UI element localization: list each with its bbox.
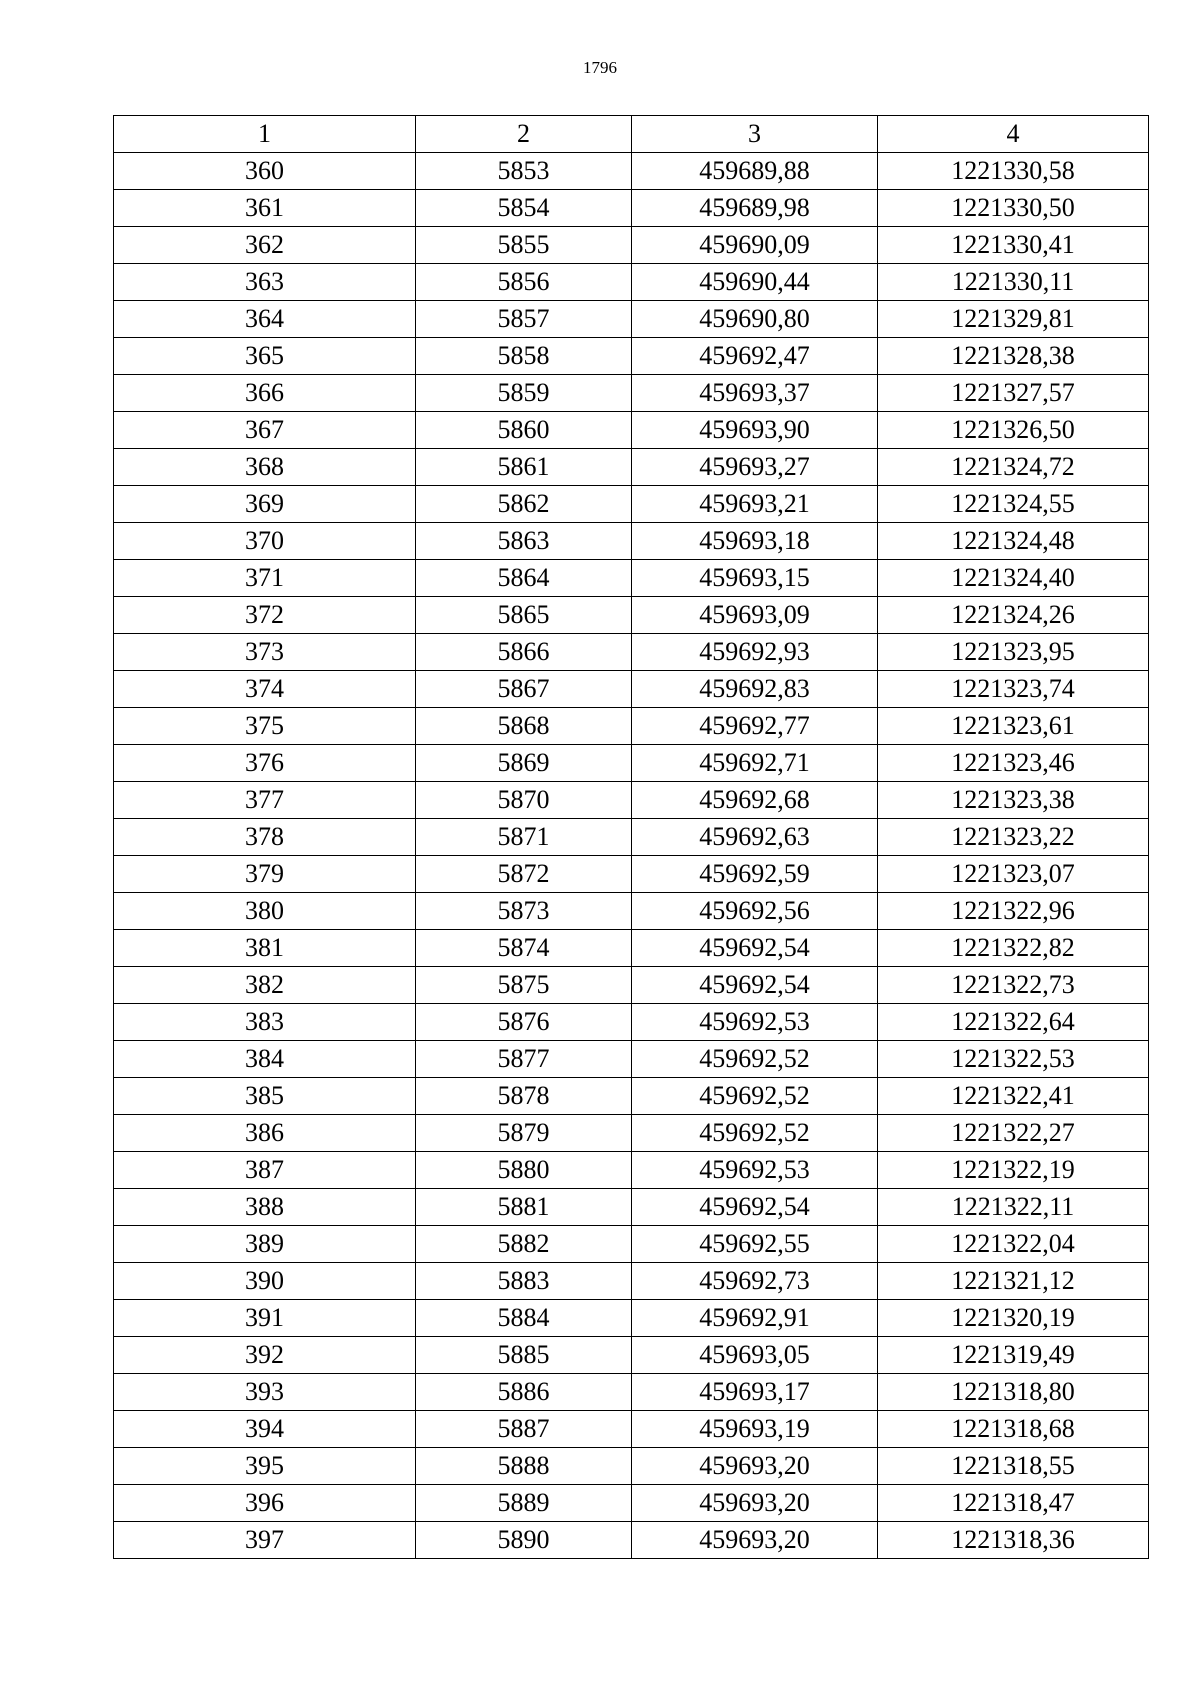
table-cell: 5873: [416, 893, 632, 930]
table-row: [114, 153, 1149, 190]
table-cell: 382: [114, 967, 416, 1004]
table-cell: 393: [114, 1374, 416, 1411]
table-cell: 5863: [416, 523, 632, 560]
table-cell: 1221323,46: [878, 745, 1149, 782]
table-cell: 1221318,55: [878, 1448, 1149, 1485]
table-cell: 380: [114, 893, 416, 930]
table-cell: 1221324,48: [878, 523, 1149, 560]
table-row: [114, 1189, 1149, 1226]
table-cell: 363: [114, 264, 416, 301]
table-cell: 376: [114, 745, 416, 782]
table-cell: 392: [114, 1337, 416, 1374]
table-cell: 368: [114, 449, 416, 486]
table-cell: 5883: [416, 1263, 632, 1300]
table-cell: 391: [114, 1300, 416, 1337]
table-row: [114, 671, 1149, 708]
table-cell: 459692,52: [632, 1078, 878, 1115]
table-cell: 1221328,38: [878, 338, 1149, 375]
page-number: 1796: [583, 58, 617, 77]
table-cell: 459692,52: [632, 1041, 878, 1078]
table-cell: 5889: [416, 1485, 632, 1522]
table-cell: 1221323,61: [878, 708, 1149, 745]
table-cell: 5886: [416, 1374, 632, 1411]
table-cell: 5859: [416, 375, 632, 412]
table-cell: 360: [114, 153, 416, 190]
table-cell: 459693,90: [632, 412, 878, 449]
table-cell: 1221323,38: [878, 782, 1149, 819]
table-cell: 379: [114, 856, 416, 893]
table-cell: 1221323,22: [878, 819, 1149, 856]
table-row: [114, 1522, 1149, 1559]
table-cell: 459690,44: [632, 264, 878, 301]
table-cell: 459692,54: [632, 967, 878, 1004]
table-cell: 5853: [416, 153, 632, 190]
table-cell: 1221324,40: [878, 560, 1149, 597]
table-cell: 459690,09: [632, 227, 878, 264]
table-cell: 1221322,64: [878, 1004, 1149, 1041]
table-cell: 1221322,96: [878, 893, 1149, 930]
table-cell: 389: [114, 1226, 416, 1263]
table-cell: 5862: [416, 486, 632, 523]
table-cell: 459692,55: [632, 1226, 878, 1263]
table-cell: 5884: [416, 1300, 632, 1337]
table-cell: 5867: [416, 671, 632, 708]
table-cell: 5887: [416, 1411, 632, 1448]
table-cell: 1221330,58: [878, 153, 1149, 190]
table-cell: 459692,83: [632, 671, 878, 708]
table-cell: 386: [114, 1115, 416, 1152]
table-cell: 459689,88: [632, 153, 878, 190]
table-row: [114, 486, 1149, 523]
table-body: [114, 153, 1149, 1559]
table-cell: 5865: [416, 597, 632, 634]
table-cell: 459693,15: [632, 560, 878, 597]
table-row: [114, 893, 1149, 930]
table-row: [114, 449, 1149, 486]
table-cell: 370: [114, 523, 416, 560]
table-row: [114, 1115, 1149, 1152]
table-cell: 385: [114, 1078, 416, 1115]
table-cell: 1221322,41: [878, 1078, 1149, 1115]
table-cell: 384: [114, 1041, 416, 1078]
table-cell: 1221318,47: [878, 1485, 1149, 1522]
coordinates-table: [113, 115, 1149, 1559]
table-cell: 5890: [416, 1522, 632, 1559]
column-header: 4: [878, 116, 1149, 153]
table-cell: 378: [114, 819, 416, 856]
table-cell: 1221323,95: [878, 634, 1149, 671]
table-cell: 459693,19: [632, 1411, 878, 1448]
table-cell: 459692,47: [632, 338, 878, 375]
table-cell: 1221330,50: [878, 190, 1149, 227]
table-cell: 459693,21: [632, 486, 878, 523]
table-cell: 1221318,68: [878, 1411, 1149, 1448]
table-cell: 459692,59: [632, 856, 878, 893]
table-cell: 5879: [416, 1115, 632, 1152]
table-cell: 459692,93: [632, 634, 878, 671]
table-cell: 459693,20: [632, 1448, 878, 1485]
table-cell: 397: [114, 1522, 416, 1559]
table-cell: 381: [114, 930, 416, 967]
table-cell: 5864: [416, 560, 632, 597]
table-cell: 361: [114, 190, 416, 227]
table-cell: 5866: [416, 634, 632, 671]
column-header: 3: [632, 116, 878, 153]
table-cell: 387: [114, 1152, 416, 1189]
table-cell: 1221324,26: [878, 597, 1149, 634]
table-cell: 373: [114, 634, 416, 671]
table-cell: 459693,05: [632, 1337, 878, 1374]
table-cell: 5872: [416, 856, 632, 893]
table-row: [114, 375, 1149, 412]
table-cell: 5855: [416, 227, 632, 264]
table-cell: 459693,17: [632, 1374, 878, 1411]
table-cell: 459693,20: [632, 1485, 878, 1522]
table-cell: 459692,73: [632, 1263, 878, 1300]
table-row: [114, 708, 1149, 745]
table-row: [114, 523, 1149, 560]
table-cell: 5882: [416, 1226, 632, 1263]
table-cell: 459693,09: [632, 597, 878, 634]
table-cell: 5860: [416, 412, 632, 449]
table-cell: 396: [114, 1485, 416, 1522]
table-row: [114, 1263, 1149, 1300]
table-cell: 5854: [416, 190, 632, 227]
table-row: [114, 412, 1149, 449]
table-row: [114, 1152, 1149, 1189]
table-cell: 5874: [416, 930, 632, 967]
table-cell: 5869: [416, 745, 632, 782]
table-cell: 367: [114, 412, 416, 449]
table-cell: 372: [114, 597, 416, 634]
table-row: [114, 819, 1149, 856]
table-cell: 362: [114, 227, 416, 264]
table-cell: 5881: [416, 1189, 632, 1226]
table-cell: 374: [114, 671, 416, 708]
table-cell: 1221322,11: [878, 1189, 1149, 1226]
table-cell: 5857: [416, 301, 632, 338]
table-row: [114, 301, 1149, 338]
table-cell: 1221326,50: [878, 412, 1149, 449]
table-cell: 1221330,11: [878, 264, 1149, 301]
table-row: [114, 634, 1149, 671]
table-row: [114, 264, 1149, 301]
table-cell: 375: [114, 708, 416, 745]
table-cell: 5875: [416, 967, 632, 1004]
table-cell: 459692,52: [632, 1115, 878, 1152]
table-cell: 459692,71: [632, 745, 878, 782]
table-row: [114, 1485, 1149, 1522]
table-cell: 5861: [416, 449, 632, 486]
table-cell: 1221322,73: [878, 967, 1149, 1004]
table-cell: 459692,91: [632, 1300, 878, 1337]
table-cell: 5876: [416, 1004, 632, 1041]
table-cell: 459693,27: [632, 449, 878, 486]
table-cell: 1221324,55: [878, 486, 1149, 523]
column-header: 1: [114, 116, 416, 153]
table-cell: 395: [114, 1448, 416, 1485]
table-cell: 1221322,27: [878, 1115, 1149, 1152]
table-cell: 459689,98: [632, 190, 878, 227]
table-cell: 1221322,04: [878, 1226, 1149, 1263]
table-cell: 1221324,72: [878, 449, 1149, 486]
table-row: [114, 597, 1149, 634]
table-cell: 1221329,81: [878, 301, 1149, 338]
table-cell: 364: [114, 301, 416, 338]
table-row: [114, 190, 1149, 227]
table-row: [114, 1374, 1149, 1411]
table-row: [114, 1041, 1149, 1078]
table-cell: 5880: [416, 1152, 632, 1189]
table-row: [114, 1448, 1149, 1485]
table-row: [114, 930, 1149, 967]
table-cell: 459693,18: [632, 523, 878, 560]
table-cell: 459692,68: [632, 782, 878, 819]
table-row: [114, 1004, 1149, 1041]
table-cell: 369: [114, 486, 416, 523]
table-cell: 5868: [416, 708, 632, 745]
table-row: [114, 782, 1149, 819]
table-cell: 459692,56: [632, 893, 878, 930]
table-row: [114, 967, 1149, 1004]
table-cell: 1221322,53: [878, 1041, 1149, 1078]
table-cell: 459690,80: [632, 301, 878, 338]
table-row: [114, 1078, 1149, 1115]
table-cell: 1221327,57: [878, 375, 1149, 412]
table-cell: 1221318,80: [878, 1374, 1149, 1411]
table-cell: 5871: [416, 819, 632, 856]
table-cell: 390: [114, 1263, 416, 1300]
table-header-row: [114, 116, 1149, 153]
table-cell: 5877: [416, 1041, 632, 1078]
table-cell: 1221319,49: [878, 1337, 1149, 1374]
table-cell: 394: [114, 1411, 416, 1448]
table-row: [114, 227, 1149, 264]
table-row: [114, 560, 1149, 597]
table-cell: 5870: [416, 782, 632, 819]
table-cell: 1221323,74: [878, 671, 1149, 708]
table-cell: 1221322,19: [878, 1152, 1149, 1189]
table-row: [114, 1226, 1149, 1263]
table-cell: 1221322,82: [878, 930, 1149, 967]
table-cell: 365: [114, 338, 416, 375]
table-cell: 5856: [416, 264, 632, 301]
table-cell: 5878: [416, 1078, 632, 1115]
table-cell: 5858: [416, 338, 632, 375]
table-cell: 377: [114, 782, 416, 819]
table-row: [114, 1337, 1149, 1374]
table-row: [114, 856, 1149, 893]
table-cell: 371: [114, 560, 416, 597]
table-cell: 5885: [416, 1337, 632, 1374]
table-cell: 383: [114, 1004, 416, 1041]
table-cell: 388: [114, 1189, 416, 1226]
table-cell: 459693,20: [632, 1522, 878, 1559]
table-cell: 459692,53: [632, 1004, 878, 1041]
table-cell: 459692,54: [632, 1189, 878, 1226]
table-row: [114, 745, 1149, 782]
table-cell: 1221320,19: [878, 1300, 1149, 1337]
table-cell: 5888: [416, 1448, 632, 1485]
table-cell: 459693,37: [632, 375, 878, 412]
table-row: [114, 1411, 1149, 1448]
table-cell: 459692,77: [632, 708, 878, 745]
table-cell: 459692,63: [632, 819, 878, 856]
table-cell: 1221318,36: [878, 1522, 1149, 1559]
table-cell: 1221330,41: [878, 227, 1149, 264]
table-cell: 459692,54: [632, 930, 878, 967]
table-row: [114, 1300, 1149, 1337]
table-cell: 1221321,12: [878, 1263, 1149, 1300]
table-row: [114, 338, 1149, 375]
table-cell: 1221323,07: [878, 856, 1149, 893]
column-header: 2: [416, 116, 632, 153]
table-cell: 459692,53: [632, 1152, 878, 1189]
table-cell: 366: [114, 375, 416, 412]
